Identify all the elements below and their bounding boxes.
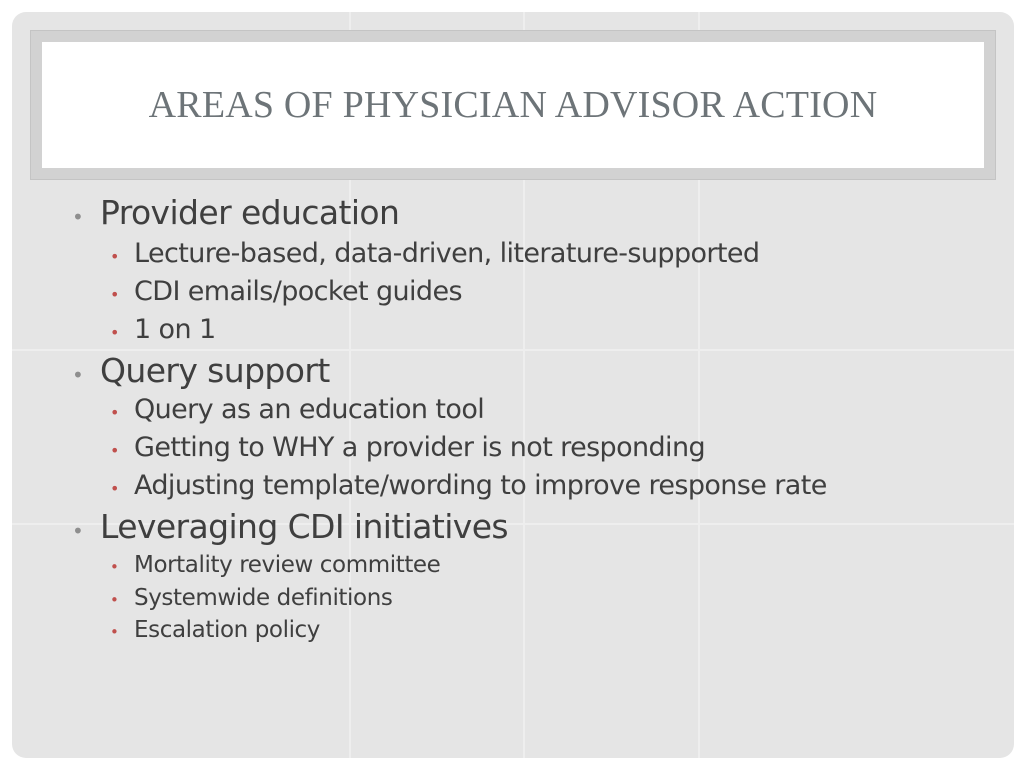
bullet-text: Query as an education tool (134, 394, 485, 425)
bullet-level2 (110, 617, 320, 643)
bullet-text: Mortality review committee (134, 552, 441, 578)
bullet-text: Lecture-based, data-driven, literature-supported (134, 238, 760, 269)
slide-title: AREAS OF PHYSICIAN ADVISOR ACTION (148, 84, 878, 126)
bullet-level2 (110, 238, 759, 269)
bullet-list (12, 12, 1014, 758)
bullet-text: Query support (100, 351, 330, 390)
bullet-text: Adjusting template/wording to improve response rate (134, 470, 827, 501)
bullet-text: Escalation policy (134, 617, 321, 643)
bullet-text: Systemwide definitions (134, 585, 393, 611)
bullet-dot: • (110, 403, 120, 422)
bullet-level1-provider-education (72, 193, 399, 232)
bullet-level2 (110, 432, 705, 463)
bullet-level2 (110, 585, 392, 611)
bullet-level2 (110, 470, 827, 501)
bullet-dot: • (110, 558, 119, 576)
bullet-level1-leveraging-cdi-initiatives (72, 507, 508, 546)
bullet-level2 (110, 552, 440, 578)
bullet-text: CDI emails/pocket guides (134, 276, 462, 307)
bullet-level2 (110, 276, 462, 307)
bullet-dot: • (72, 363, 84, 387)
bullet-level2 (110, 394, 484, 425)
bullet-dot: • (110, 591, 119, 609)
slide (12, 12, 1014, 758)
bullet-text: Provider education (100, 193, 400, 232)
bullet-dot: • (110, 323, 120, 342)
bullet-dot: • (72, 519, 84, 543)
bullet-dot: • (110, 441, 120, 460)
bullet-dot: • (110, 623, 119, 641)
bullet-text: Leveraging CDI initiatives (100, 507, 508, 546)
bullet-dot: • (72, 205, 84, 229)
bullet-dot: • (110, 247, 120, 266)
bullet-text: 1 on 1 (134, 314, 216, 345)
bullet-dot: • (110, 479, 120, 498)
bullet-text: Getting to WHY a provider is not responding (134, 432, 706, 463)
bullet-dot: • (110, 285, 120, 304)
bullet-level1-query-support (72, 351, 330, 390)
bullet-level2 (110, 314, 216, 345)
